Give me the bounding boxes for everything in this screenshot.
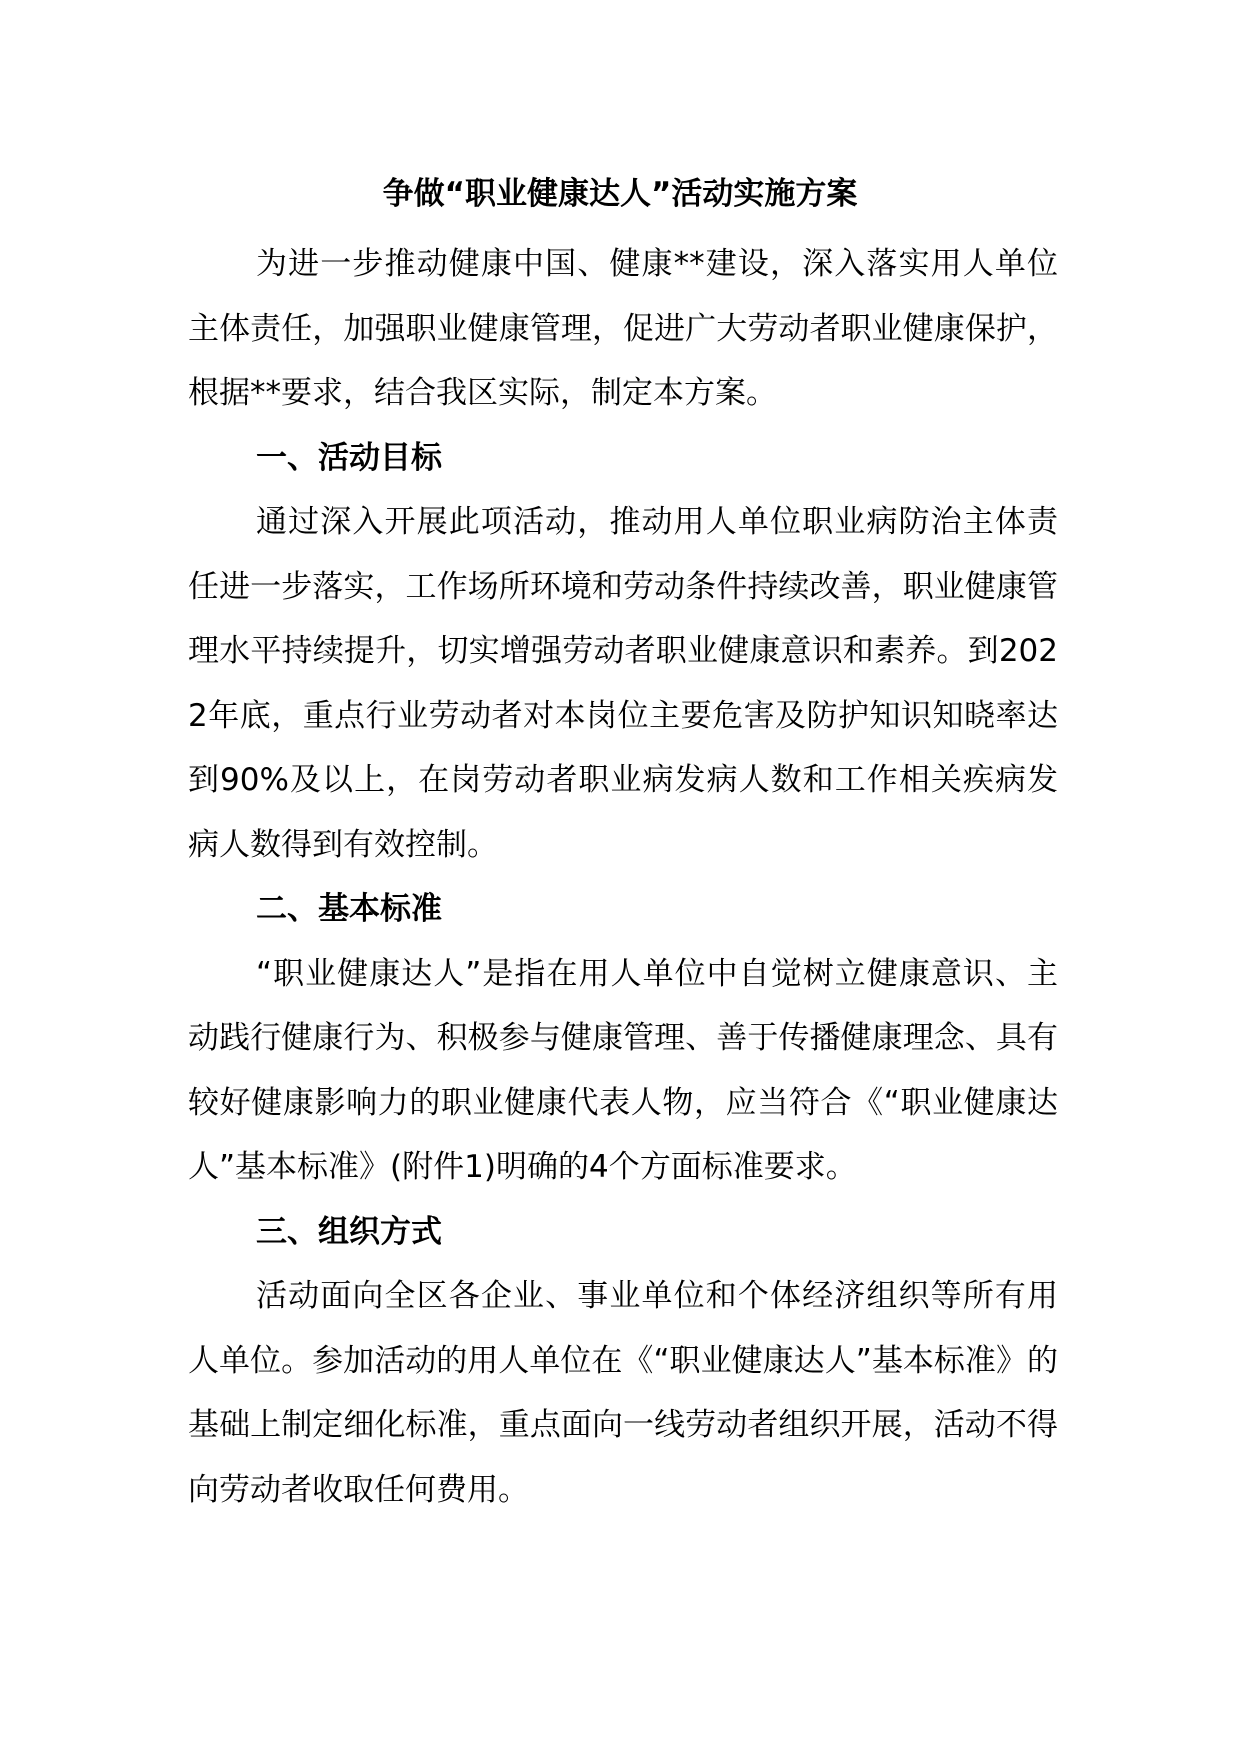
- intro-paragraph: 为进一步推动健康中国、健康**建设，深入落实用人单位主体责任，加强职业健康管理，促进广大劳动者职业健康保护，根据**要求，结合我区实际，制定本方案。: [188, 246, 1058, 411]
- section-body-goals: 通过深入开展此项活动，推动用人单位职业病防治主体责任进一步落实，工作场所环境和劳动条件持续改善，职业健康管理水平持续提升，切实增强劳动者职业健康意识和素养。到2022年底，重点行业劳动者对本岗位主要危害及防护知识知晓率达到90%及以上，在岗劳动者职业病发病人数和工作相关疾病发病人数得到有效控制。: [188, 504, 1058, 863]
- document-title: 争做“职业健康达人”活动实施方案: [382, 176, 858, 212]
- section-heading-goals: 一、活动目标: [256, 439, 442, 476]
- section-heading-organization: 三、组织方式: [256, 1213, 442, 1250]
- section-body-standards: “职业健康达人”是指在用人单位中自觉树立健康意识、主动践行健康行为、积极参与健康管理、善于传播健康理念、具有较好健康影响力的职业健康代表人物，应当符合《“职业健康达人”基本标准》(附件1)明确的4个方面标准要求。: [188, 955, 1058, 1185]
- section-body-organization: 活动面向全区各企业、事业单位和个体经济组织等所有用人单位。参加活动的用人单位在《“职业健康达人”基本标准》的基础上制定细化标准，重点面向一线劳动者组织开展，活动不得向劳动者收取任何费用。: [188, 1278, 1058, 1508]
- document-body: [188, 232, 1058, 1522]
- section-heading-standards: 二、基本标准: [256, 891, 442, 927]
